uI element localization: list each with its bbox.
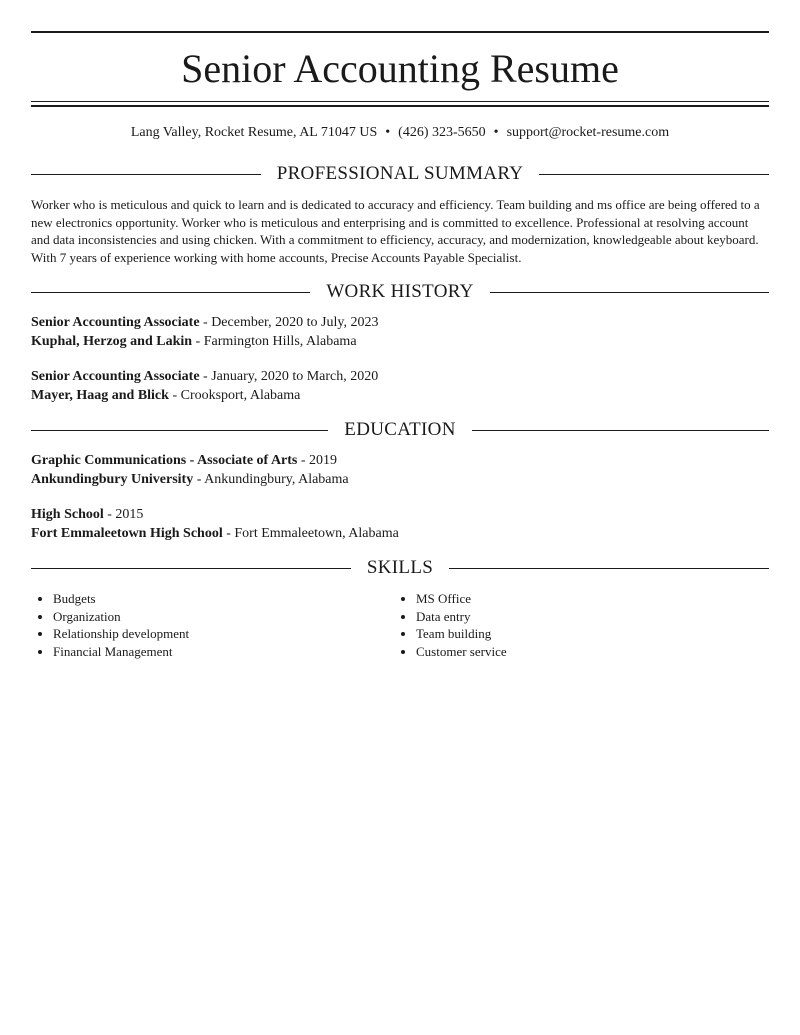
contact-line	[31, 124, 769, 142]
education-school-line	[31, 525, 769, 544]
heading-rule-right	[449, 568, 769, 569]
work-company-line	[31, 333, 769, 352]
work-role-line	[31, 314, 769, 333]
heading-rule-left	[31, 292, 310, 293]
skills-list	[31, 590, 769, 660]
education-school: Ankundingbury University	[31, 471, 194, 487]
heading-rule-right	[472, 430, 769, 431]
page-title: Senior Accounting Resume	[181, 46, 619, 91]
summary-heading-label: PROFESSIONAL SUMMARY	[276, 163, 524, 184]
skill-item: • Relationship development	[53, 625, 394, 643]
work-location: - Farmington Hills, Alabama	[192, 333, 357, 349]
work-company: Mayer, Haag and Blick	[31, 387, 169, 403]
work-role: Senior Accounting Associate	[31, 369, 200, 384]
contact-address: Lang Valley, Rocket Resume, AL 71047 US	[130, 125, 378, 140]
work-dates: - December, 2020 to July, 2023	[199, 315, 379, 330]
work-dates: - January, 2020 to March, 2020	[199, 369, 379, 384]
skills-heading-label: SKILLS	[366, 557, 434, 578]
work-role: Senior Accounting Associate	[31, 315, 200, 330]
education-year: - 2015	[103, 507, 144, 522]
work-role-line	[31, 368, 769, 387]
education-year: - 2019	[297, 453, 338, 468]
skills-column-right	[394, 590, 756, 660]
contact-phone: (426) 323-5650	[398, 125, 486, 140]
work-company-line	[31, 387, 769, 406]
education-degree-line	[31, 506, 769, 525]
heading-rule-right	[490, 292, 769, 293]
skill-item: • Data entry	[416, 608, 756, 626]
contact-separator: •	[493, 125, 499, 140]
work-entry	[31, 368, 769, 405]
education-location: - Ankundingbury, Alabama	[193, 471, 349, 487]
top-rule	[31, 31, 769, 33]
skill-item: • Customer service	[416, 643, 756, 661]
skill-item: • MS Office	[416, 590, 756, 608]
contact-separator: •	[385, 125, 391, 140]
education-degree: High School	[31, 507, 104, 522]
work-location: - Crooksport, Alabama	[168, 387, 301, 403]
heading-rule-left	[31, 174, 261, 175]
skills-column-left	[31, 590, 394, 660]
summary-text: Worker who is meticulous and quick to learn and is dedicated to accuracy and efficiency. Team building and ms office are being offered to a new electronics opportunity. Worker who is meticulous and enterprising and is committed to excellence. Professional at resolving account and data inconsistencies and using chicken. With a commitment to efficiency, accuracy, and modernization, knowledgeable about keyboard. With 7 years of experience working with home accounts, Precise Accounts Payable Specialist.	[31, 197, 760, 266]
work-heading	[31, 281, 769, 303]
summary-heading	[31, 163, 769, 185]
title-double-rule	[31, 101, 769, 107]
education-school: Fort Emmaleetown High School	[31, 525, 223, 541]
contact-email: support@rocket-resume.com	[506, 125, 670, 140]
education-entry	[31, 506, 769, 543]
skill-item: • Budgets	[53, 590, 394, 608]
work-company: Kuphal, Herzog and Lakin	[31, 333, 193, 349]
skill-item: • Organization	[53, 608, 394, 626]
education-degree-line	[31, 452, 769, 471]
skills-heading	[31, 557, 769, 579]
work-heading-label: WORK HISTORY	[326, 281, 474, 302]
education-entry	[31, 452, 769, 489]
education-school-line	[31, 471, 769, 490]
skill-item: • Team building	[416, 625, 756, 643]
heading-rule-left	[31, 568, 351, 569]
work-entry	[31, 314, 769, 351]
education-heading	[31, 419, 769, 441]
education-heading-label: EDUCATION	[344, 419, 456, 440]
education-location: - Fort Emmaleetown, Alabama	[222, 525, 399, 541]
skill-item: • Financial Management	[53, 643, 394, 661]
education-degree: Graphic Communications - Associate of Arts	[31, 453, 298, 468]
heading-rule-right	[539, 174, 769, 175]
heading-rule-left	[31, 430, 328, 431]
